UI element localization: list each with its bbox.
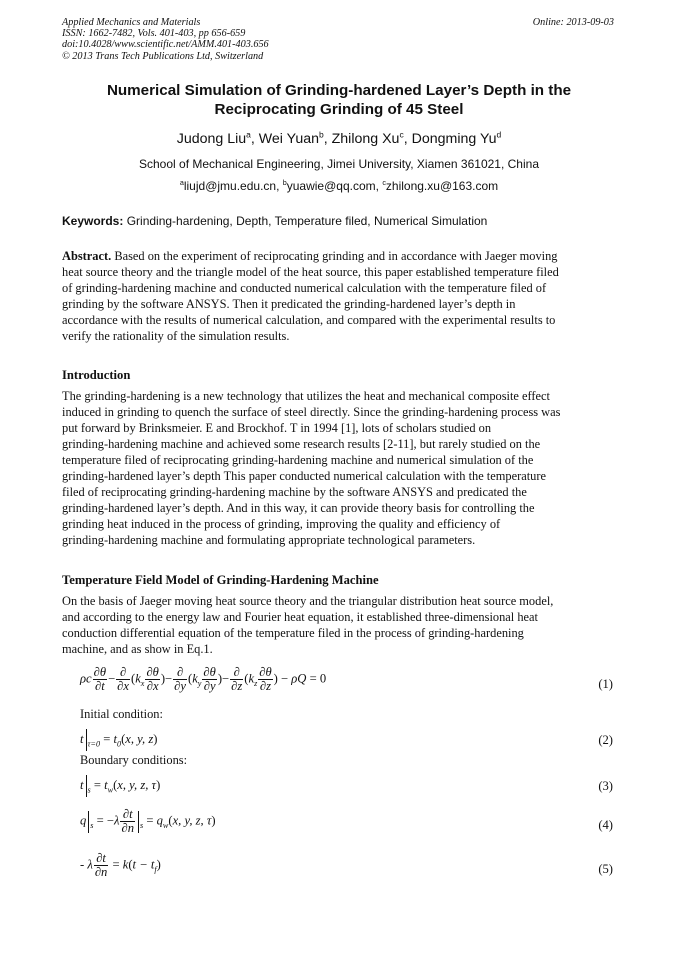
- equation-number: (4): [598, 818, 613, 832]
- title-line-2: Reciprocating Grinding of 45 Steel: [214, 101, 464, 118]
- author-name: Dongming Yu: [411, 131, 497, 147]
- equation-number: (3): [598, 779, 613, 793]
- intro-line: put forward by Brinksmeier. E and Brockhof. T in 1994 [1], lots of scholars studied on: [62, 420, 492, 435]
- paper-title: [62, 81, 616, 119]
- affiliation: School of Mechanical Engineering, Jimei University, Xiamen 361021, China: [139, 157, 539, 171]
- title-line-1: Numerical Simulation of Grinding-hardened Layer’s Depth in the: [106, 82, 572, 99]
- equation-4: [62, 806, 613, 844]
- intro-line: The grinding-hardening is a new technology that utilizes the heat and mechanical composite effect: [62, 389, 550, 403]
- email-address: zhilong.xu@163.com: [385, 179, 499, 193]
- author-name: Judong Liu: [176, 131, 247, 147]
- boundary-conditions-label: Boundary conditions:: [80, 753, 188, 767]
- equation-1: [62, 664, 613, 704]
- model-line: and according to the energy law and Fourier heat equation, it established three-dimensional heat: [62, 609, 538, 624]
- model-line: machine, and as show in Eq.1.: [62, 641, 213, 656]
- intro-line: grinding heat induced in the process of grinding, improving the quality and efficiency of: [62, 516, 501, 531]
- equation-number: (2): [598, 733, 613, 747]
- author-name: Zhilong Xu: [331, 131, 400, 147]
- abstract-line: accordance with the results of numerical calculation, and compared with the experimental results to: [62, 312, 556, 327]
- keywords: [62, 214, 487, 228]
- equation-4-formula: q $_s$ = −λ $\frac{\partial t}{\partial n}$ $_s = q_w(x$, y, z, τ): [80, 807, 216, 835]
- equation-2-formula: t $_{\tau=0} = t_0(x$, y, z): [80, 729, 157, 751]
- model-line: conduction differential equation of the temperature filed in the process of grinding-hardening: [62, 625, 524, 640]
- abstract: [62, 249, 613, 345]
- intro-line: grinding-hardening machine and formulating appropriate technological parameters.: [62, 532, 476, 547]
- equation-number: (1): [598, 677, 613, 691]
- intro-line: grinding-hardened layer’s depth. And in this way, it can provide theory basis for controlling the: [62, 500, 535, 515]
- doi-line: doi:10.4028/www.scientific.net/AMM.401-403.656: [62, 39, 269, 51]
- journal-name: Applied Mechanics and Materials: [62, 17, 201, 28]
- email-mark: b: [282, 178, 287, 187]
- intro-line: grinding-hardening machine and achieved some research results [2-11], but rarely studied on the: [62, 436, 541, 451]
- equation-5-formula: - λ $\frac{\partial t}{\partial n}$ = $k(t - t_f)$: [80, 851, 161, 879]
- author-mark: a: [246, 129, 251, 140]
- author-mark: b: [319, 129, 324, 140]
- intro-line: temperature filed of reciprocating grinding-hardening machine and numerical simulation of the: [62, 452, 534, 467]
- equation-3-formula: t $_s = t_w(x$, y, z, τ): [80, 775, 160, 797]
- model-line: On the basis of Jaeger moving heat source theory and the triangular distribution heat source model,: [62, 594, 554, 608]
- email-address: yuawie@qq.com: [286, 179, 376, 193]
- keywords-label: Keywords:: [62, 214, 124, 228]
- model-heading: Temperature Field Model of Grinding-Hardening Machine: [62, 573, 379, 587]
- abstract-label: Abstract.: [62, 249, 112, 263]
- abstract-line: heat source theory and the triangle model of the heat source, this paper established temperature filed: [62, 264, 559, 279]
- abstract-line: grinding by the software ANSYS. Then it predicated the grinding-hardened layer’s depth in: [62, 296, 516, 311]
- author-name: Wei Yuan: [258, 131, 319, 147]
- intro-paragraph: [62, 389, 613, 549]
- email-mark: c: [382, 178, 386, 187]
- intro-line: induced in grinding to quench the surface of steel directly. Since the grinding-hardening process was: [62, 404, 561, 419]
- author-mark: c: [399, 129, 404, 140]
- intro-line: grinding-hardened layer’s depth This paper conducted numerical calculation with the temperature: [62, 468, 546, 483]
- equation-number: (5): [598, 862, 613, 876]
- email-list: $^a$liujd@jmu.edu.cn, $^b$yuawie@qq.com, $^c$zhilong.xu@163.com: [179, 178, 499, 193]
- author-mark: d: [496, 129, 502, 140]
- equation-1-formula: ρc $\frac{\partial\theta}{\partial t}$ − $\frac{\partial}{\partial x}$ ($k_x$ $\frac{\partial\theta}{\partial x}$ )− $\frac{\partial}{\partial y}$ ($k_y$ $\frac{\partial\theta}{\partial y}$ )− $\frac{\partial}{\partial z}$ ($k_z$ $\frac{\partial\theta}{\partial z}$ ) − ρQ = 0: [80, 665, 327, 693]
- online-date: Online: 2013-09-03: [532, 17, 614, 28]
- email-mark: a: [179, 178, 184, 187]
- abstract-line: Abstract. Based on the experiment of reciprocating grinding and in accordance with Jaeger moving: [62, 249, 558, 263]
- intro-line: filed of reciprocating grinding-hardening machine by the software ANSYS and predicated the: [62, 484, 527, 499]
- keywords-text: Grinding-hardening, Depth, Temperature filed, Numerical Simulation: [126, 214, 488, 228]
- equation-5: [62, 850, 613, 888]
- equation-2: [62, 728, 613, 754]
- author-list: Judong Liu$^a$, Wei Yuan$^b$, Zhilong Xu$^c$, Dongming Yu$^d$: [176, 129, 502, 147]
- issn-line: ISSN: 1662-7482, Vols. 401-403, pp 656-659: [62, 28, 246, 40]
- copyright-line: © 2013 Trans Tech Publications Ltd, Switzerland: [62, 50, 264, 62]
- journal-header: [62, 17, 269, 62]
- initial-condition-label: Initial condition:: [80, 707, 163, 721]
- equation-3: [62, 774, 613, 800]
- email-address: liujd@jmu.edu.cn: [183, 179, 277, 193]
- abstract-line: verify the rationality of the simulation results.: [62, 328, 290, 343]
- abstract-line: of grinding-hardening machine and conducted numerical calculation with the temperature filed of: [62, 280, 547, 295]
- model-paragraph: [62, 594, 613, 658]
- intro-heading: Introduction: [62, 368, 131, 382]
